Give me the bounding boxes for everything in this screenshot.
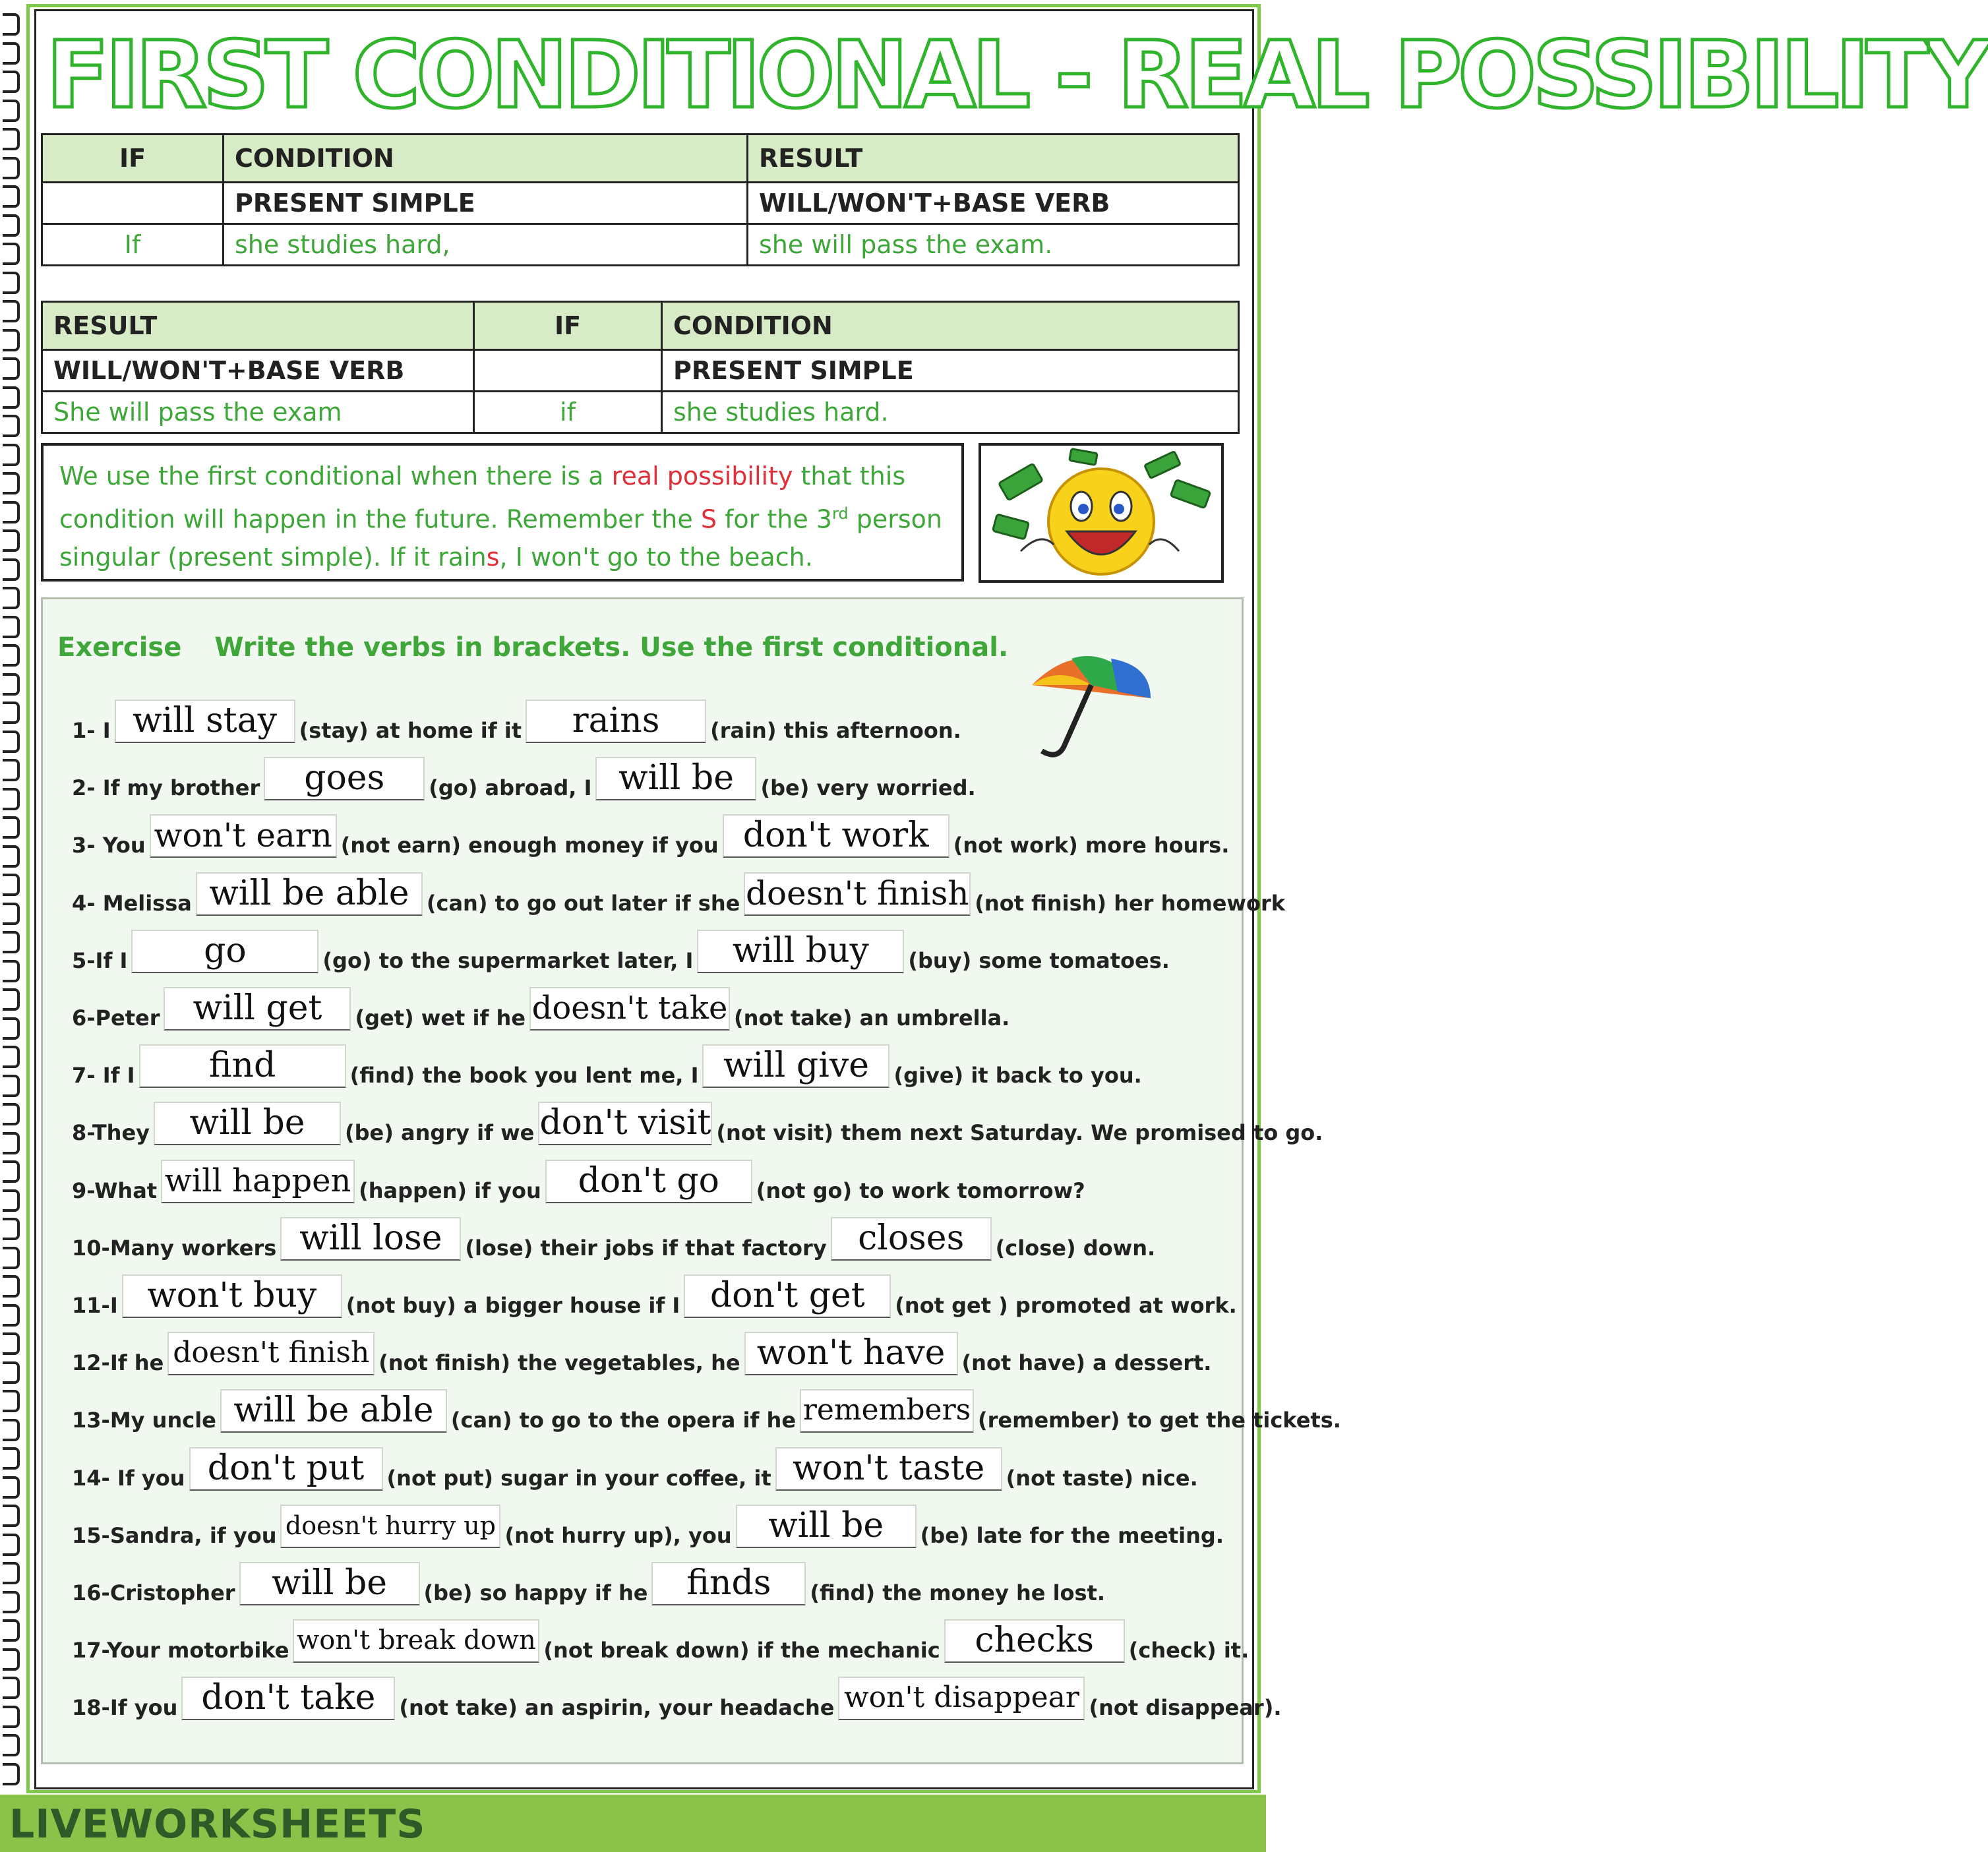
sentence-end: (not taste) nice. xyxy=(1006,1465,1198,1491)
sentence-end: (not finish) her homework xyxy=(975,890,1286,916)
sentence-end: (not take) an umbrella. xyxy=(734,1005,1010,1031)
binding-ring xyxy=(3,702,20,724)
sentence-middle: (be) angry if we xyxy=(345,1120,535,1146)
table-cell: she studies hard, xyxy=(224,224,748,266)
binding-ring xyxy=(3,988,20,1011)
answer-blank-1[interactable]: will be able xyxy=(220,1389,447,1433)
answer-blank-1[interactable]: don't take xyxy=(181,1677,395,1720)
exercise-panel xyxy=(41,597,1341,1764)
binding-ring xyxy=(3,558,20,581)
table-row xyxy=(42,350,1239,392)
binding-ring xyxy=(3,1591,20,1613)
answer-blank-2[interactable]: closes xyxy=(831,1217,992,1261)
binding-ring xyxy=(3,1017,20,1040)
binding-ring xyxy=(3,816,20,839)
sentence-row xyxy=(72,1160,1232,1206)
binding-ring xyxy=(3,100,20,122)
binding-ring xyxy=(3,329,20,351)
binding-ring xyxy=(3,529,20,552)
sentence-start: 10-Many workers xyxy=(72,1235,277,1261)
sentence-end: (find) the money he lost. xyxy=(810,1580,1106,1605)
sentence-middle: (not earn) enough money if you xyxy=(340,833,719,858)
table-cell: WILL/WON'T+BASE VERB xyxy=(42,350,474,392)
binding-ring xyxy=(3,1046,20,1068)
sentence-start: 7- If I xyxy=(72,1063,135,1089)
sentence-middle: (can) to go to the opera if he xyxy=(450,1408,797,1433)
binding-ring xyxy=(3,874,20,896)
header-cell: RESULT xyxy=(42,302,474,350)
exercise-instruction: Write the verbs in brackets. Use the first conditional. xyxy=(214,632,1009,663)
binding-ring xyxy=(3,1619,20,1642)
binding-ring xyxy=(3,1390,20,1412)
binding-ring xyxy=(3,1304,20,1327)
sentence-end: (not work) more hours. xyxy=(953,833,1230,858)
sentence-start: 11-I xyxy=(72,1293,118,1318)
answer-blank-2[interactable]: don't work xyxy=(723,814,949,858)
sentence-end: (be) late for the meeting. xyxy=(920,1522,1224,1548)
binding-ring xyxy=(3,185,20,208)
answer-blank-1[interactable]: doesn't finish xyxy=(167,1332,375,1375)
binding-ring xyxy=(3,1648,20,1671)
binding-ring xyxy=(3,1734,20,1756)
table-cell xyxy=(42,183,224,224)
sentence-end: (not visit) them next Saturday. We promised to go. xyxy=(716,1120,1323,1146)
binding-ring xyxy=(3,1361,20,1384)
answer-blank-2[interactable]: will give xyxy=(702,1044,889,1088)
sentence-start: 12-If he xyxy=(72,1350,164,1376)
sentence-start: 6-Peter xyxy=(72,1005,160,1031)
sentence-row xyxy=(72,872,1286,918)
binding-ring xyxy=(3,1419,20,1441)
note-text: person singular (present simple). If it rain xyxy=(59,504,943,572)
sentence-row xyxy=(72,757,1232,803)
binding-ring xyxy=(3,1447,20,1470)
sentence-end: (remember) to get the tickets. xyxy=(978,1408,1341,1433)
sentence-middle: (happen) if you xyxy=(359,1178,541,1203)
sentence-middle: (not buy) a bigger house if I xyxy=(346,1293,680,1318)
answer-blank-1[interactable]: won't earn xyxy=(150,814,337,858)
answer-blank-2[interactable]: will be xyxy=(595,757,756,800)
sentence-end: (not disappear). xyxy=(1089,1695,1282,1721)
sentence-end: (give) it back to you. xyxy=(893,1063,1142,1089)
binding-ring xyxy=(3,644,20,667)
sentence-end: (check) it. xyxy=(1128,1638,1250,1663)
answer-blank-2[interactable]: will be xyxy=(736,1505,917,1548)
answer-blank-2[interactable]: rains xyxy=(526,700,706,743)
sentence-middle: (lose) their jobs if that factory xyxy=(465,1235,827,1261)
table-cell: PRESENT SIMPLE xyxy=(662,350,1239,392)
table-cell: if xyxy=(474,392,662,433)
binding-ring xyxy=(3,1706,20,1728)
sentence-middle: (not break down) if the mechanic xyxy=(543,1638,940,1663)
answer-blank-2[interactable]: finds xyxy=(651,1562,806,1605)
binding-ring xyxy=(3,1505,20,1527)
table-row xyxy=(42,224,1239,266)
answer-blank-1[interactable]: don't put xyxy=(189,1447,383,1491)
sentence-middle: (not hurry up), you xyxy=(504,1522,732,1548)
exercise-heading xyxy=(57,632,1041,663)
sentence-middle: (not take) an aspirin, your headache xyxy=(399,1695,835,1721)
sentence-end: (not get ) promoted at work. xyxy=(895,1293,1237,1318)
binding-ring xyxy=(3,1160,20,1183)
binding-ring xyxy=(3,845,20,868)
binding-ring xyxy=(3,1332,20,1355)
note-text: We use the first conditional when there is a xyxy=(59,462,612,491)
answer-blank-1[interactable]: won't break down xyxy=(293,1619,539,1663)
sentence-middle: (go) abroad, I xyxy=(429,775,592,801)
structure-table-if-first xyxy=(41,133,1240,266)
binding-ring xyxy=(3,1763,20,1785)
binding-ring xyxy=(3,1132,20,1154)
answer-blank-1[interactable]: will happen xyxy=(161,1160,355,1203)
sentence-start: 15-Sandra, if you xyxy=(72,1522,277,1548)
page-title: FIRST CONDITIONAL - REAL POSSIBILITY xyxy=(46,22,1988,129)
answer-blank-2[interactable]: don't get xyxy=(684,1274,891,1318)
sentence-start: 5-If I xyxy=(72,947,128,973)
sentence-row xyxy=(72,1044,1232,1090)
binding-ring xyxy=(3,1189,20,1212)
answer-blank-2[interactable]: don't go xyxy=(545,1160,752,1203)
binding-ring xyxy=(3,42,20,65)
sentence-end: (not have) a dessert. xyxy=(961,1350,1212,1376)
answer-blank-2[interactable]: checks xyxy=(944,1619,1125,1663)
binding-ring xyxy=(3,243,20,265)
binding-ring xyxy=(3,1103,20,1125)
sentence-end: (rain) this afternoon. xyxy=(710,718,961,743)
binding-ring xyxy=(3,444,20,466)
binding-ring xyxy=(3,501,20,523)
answer-blank-1[interactable]: will stay xyxy=(115,700,295,743)
binding-ring xyxy=(3,1476,20,1499)
spiral-binding xyxy=(0,0,22,1793)
binding-ring xyxy=(3,1075,20,1097)
sentence-row xyxy=(72,1102,1323,1148)
binding-ring xyxy=(3,1677,20,1699)
sentence-row xyxy=(72,1677,1282,1723)
answer-blank-2[interactable]: doesn't take xyxy=(529,987,730,1031)
sentence-middle: (go) to the supermarket later, I xyxy=(322,947,694,973)
sentence-row xyxy=(72,1389,1341,1435)
binding-ring xyxy=(3,960,20,982)
sentence-middle: (not put) sugar in your coffee, it xyxy=(386,1465,771,1491)
smiley-money-icon xyxy=(981,446,1221,580)
sentence-row xyxy=(72,1619,1250,1665)
answer-blank-2[interactable]: don't visit xyxy=(538,1102,712,1145)
answer-blank-2[interactable]: doesn't finish xyxy=(744,872,971,916)
binding-ring xyxy=(3,300,20,322)
sentence-start: 9-What xyxy=(72,1178,158,1203)
answer-blank-1[interactable]: go xyxy=(131,930,318,973)
binding-ring xyxy=(3,1534,20,1556)
answer-blank-1[interactable]: will be xyxy=(154,1102,341,1145)
header-cell: IF xyxy=(474,302,662,350)
note-highlight: real possibility xyxy=(611,462,793,491)
table-header-row xyxy=(42,302,1239,350)
binding-ring xyxy=(3,472,20,494)
answer-blank-1[interactable]: doesn't hurry up xyxy=(280,1505,500,1548)
sentence-middle: (get) wet if he xyxy=(355,1005,526,1031)
answer-blank-2[interactable]: remembers xyxy=(800,1389,974,1433)
table-row xyxy=(42,183,1239,224)
sentence-row xyxy=(72,930,1232,976)
note-text: that this condition will happen in the future. Remember the xyxy=(59,462,906,534)
sentence-start: 4- Melissa xyxy=(72,890,192,916)
sentence-row xyxy=(72,1274,1237,1321)
note-highlight: s xyxy=(486,542,500,572)
table-cell: If xyxy=(42,224,224,266)
binding-ring xyxy=(3,272,20,294)
sentence-start: 18-If you xyxy=(72,1695,178,1721)
sentence-start: 1- I xyxy=(72,718,111,743)
answer-blank-1[interactable]: will get xyxy=(164,987,351,1031)
binding-ring xyxy=(3,903,20,925)
footer-logo: LIVEWORKSHEETS xyxy=(9,1801,426,1847)
binding-ring xyxy=(3,1247,20,1269)
sentence-row xyxy=(72,1505,1232,1551)
table-header-row xyxy=(42,134,1239,183)
table-cell: She will pass the exam xyxy=(42,392,474,433)
note-text: , I won't go to the beach. xyxy=(499,542,813,572)
table-cell xyxy=(474,350,662,392)
binding-ring xyxy=(3,357,20,380)
sentence-start: 14- If you xyxy=(72,1465,185,1491)
note-superscript: rd xyxy=(831,504,849,523)
binding-ring xyxy=(3,157,20,179)
sentence-start: 13-My uncle xyxy=(72,1408,216,1433)
sentence-end: (not go) to work tomorrow? xyxy=(756,1178,1085,1203)
sentence-start: 16-Cristopher xyxy=(72,1580,235,1605)
binding-ring xyxy=(3,1562,20,1584)
sentence-row xyxy=(72,1562,1232,1608)
binding-ring xyxy=(3,587,20,609)
sentence-end: (be) very worried. xyxy=(760,775,976,801)
table-row xyxy=(42,392,1239,433)
sentence-end: (close) down. xyxy=(995,1235,1156,1261)
sentence-row xyxy=(72,1217,1232,1263)
table-cell: she studies hard. xyxy=(662,392,1239,433)
sentence-start: 8-They xyxy=(72,1120,150,1146)
binding-ring xyxy=(3,214,20,237)
sentence-row xyxy=(72,1447,1232,1493)
exercise-label: Exercise xyxy=(57,632,182,663)
sentence-middle: (find) the book you lent me, I xyxy=(349,1063,699,1089)
answer-blank-2[interactable]: won't disappear xyxy=(838,1677,1085,1720)
header-cell: RESULT xyxy=(748,134,1239,183)
binding-ring xyxy=(3,616,20,638)
binding-ring xyxy=(3,731,20,753)
binding-ring xyxy=(3,673,20,696)
binding-ring xyxy=(3,71,20,93)
note-text: for the 3 xyxy=(716,504,832,534)
answer-blank-2[interactable]: will buy xyxy=(697,930,904,973)
sentence-row xyxy=(72,814,1232,860)
table-cell: PRESENT SIMPLE xyxy=(224,183,748,224)
sentence-middle: (be) so happy if he xyxy=(423,1580,648,1605)
table-cell: WILL/WON'T+BASE VERB xyxy=(748,183,1239,224)
smiley-money-picture xyxy=(979,443,1224,583)
header-cell: CONDITION xyxy=(662,302,1239,350)
binding-ring xyxy=(3,931,20,953)
header-cell: IF xyxy=(42,134,224,183)
binding-ring xyxy=(3,13,20,36)
binding-ring xyxy=(3,788,20,810)
binding-ring xyxy=(3,415,20,437)
answer-blank-1[interactable]: will be able xyxy=(196,872,423,916)
answer-blank-2[interactable]: won't have xyxy=(744,1332,958,1375)
answer-blank-1[interactable]: will be xyxy=(239,1562,420,1605)
sentence-row xyxy=(72,700,1232,746)
answer-blank-1[interactable]: goes xyxy=(264,757,425,800)
sentence-row xyxy=(72,987,1232,1033)
sentence-start: 17-Your motorbike xyxy=(72,1638,289,1663)
sentence-middle: (not finish) the vegetables, he xyxy=(378,1350,740,1376)
sentence-end: (buy) some tomatoes. xyxy=(908,947,1170,973)
answer-blank-2[interactable]: won't taste xyxy=(775,1447,1002,1491)
note-highlight: S xyxy=(700,504,717,534)
binding-ring xyxy=(3,1275,20,1298)
answer-blank-1[interactable]: won't buy xyxy=(122,1274,342,1318)
sentence-middle: (stay) at home if it xyxy=(299,718,522,743)
answer-blank-1[interactable]: find xyxy=(139,1044,346,1088)
header-cell: CONDITION xyxy=(224,134,748,183)
sentence-row xyxy=(72,1332,1232,1378)
answer-blank-1[interactable]: will lose xyxy=(280,1217,461,1261)
sentence-start: 3- You xyxy=(72,833,146,858)
binding-ring xyxy=(3,128,20,150)
structure-table-result-first xyxy=(41,301,1240,434)
explanation-note xyxy=(41,443,964,582)
binding-ring xyxy=(3,386,20,409)
binding-ring xyxy=(3,759,20,781)
table-cell: she will pass the exam. xyxy=(748,224,1239,266)
sentence-start: 2- If my brother xyxy=(72,775,260,801)
binding-ring xyxy=(3,1218,20,1240)
sentence-middle: (can) to go out later if she xyxy=(426,890,740,916)
footer-bar xyxy=(0,1795,1266,1852)
